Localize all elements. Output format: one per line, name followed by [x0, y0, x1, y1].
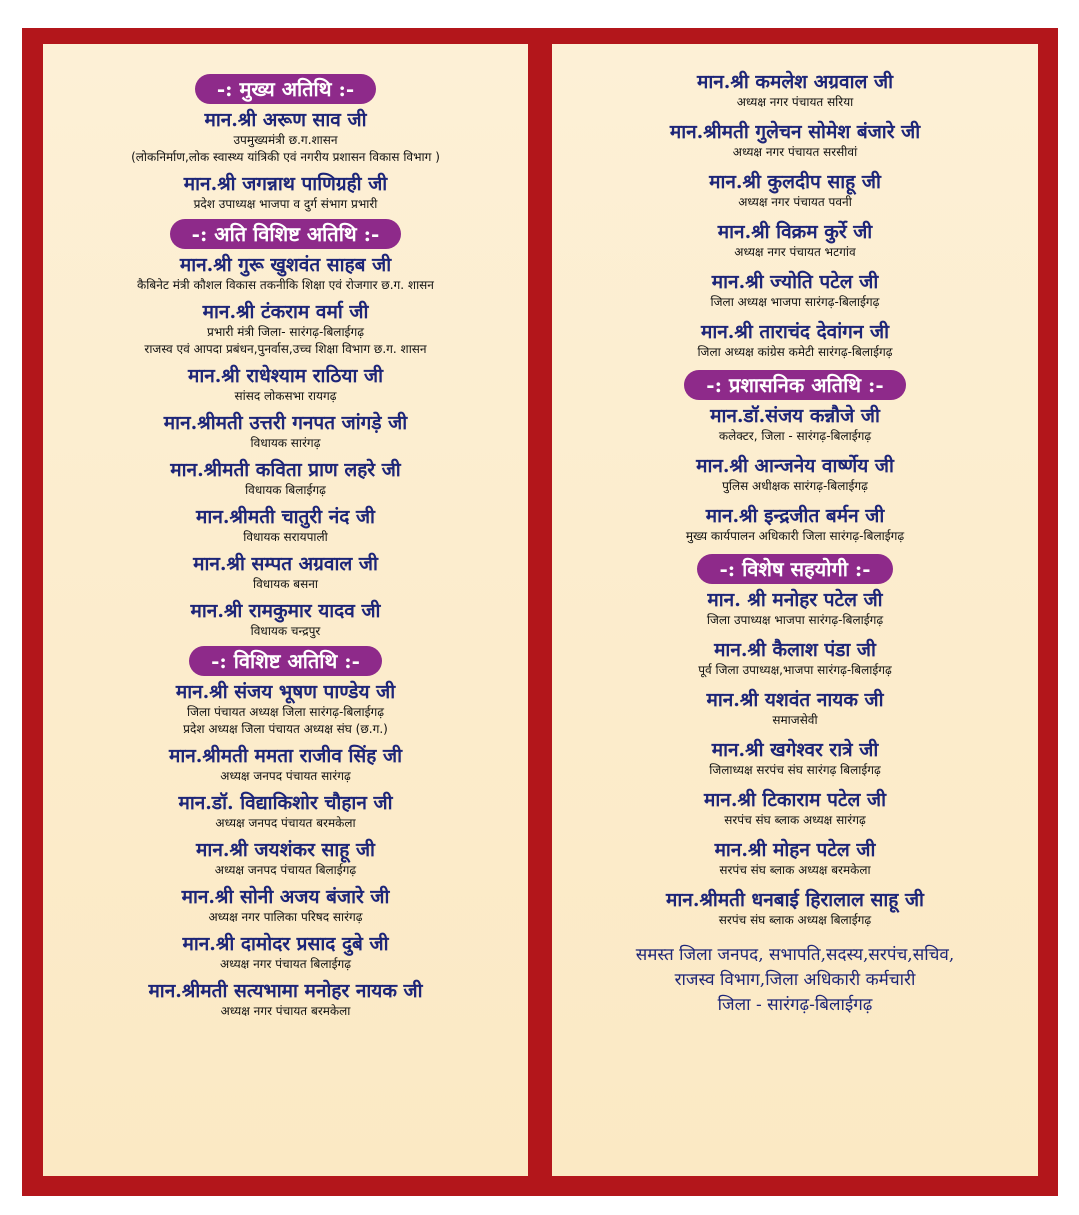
guest-name: मान.श्री कुलदीप साहू जी	[709, 171, 881, 193]
guest-designation: विधायक बसना	[253, 577, 318, 591]
guest-designation: सरपंच संघ ब्लाक अध्यक्ष बिलाईगढ़	[718, 913, 872, 927]
guest-name: मान.श्री जयशंकर साहू जी	[196, 839, 375, 861]
guest-name: मान.श्रीमती सत्यभामा मनोहर नायक जी	[148, 980, 423, 1002]
guest-designation: मुख्य कार्यपालन अधिकारी जिला सारंगढ़-बिलाईगढ़	[685, 529, 905, 543]
guest-entry	[552, 738, 1038, 779]
guest-designation: समाजसेवी	[772, 713, 818, 727]
guest-name: मान.श्री यशवंत नायक जी	[706, 689, 884, 711]
guest-entry	[43, 505, 528, 546]
guest-name: मान.श्री ज्योति पटेल जी	[711, 271, 879, 293]
guest-entry	[552, 70, 1038, 111]
footer-line: जिला - सारंगढ़-बिलाईगढ़	[717, 995, 873, 1015]
guest-name: मान.श्री सोनी अजय बंजारे जी	[181, 886, 390, 908]
guest-entry	[552, 504, 1038, 545]
guest-designation: सांसद लोकसभा रायगढ़	[234, 389, 337, 403]
guest-designation: प्रदेश उपाध्यक्ष भाजपा व दुर्ग संभाग प्रभारी	[193, 197, 378, 211]
guest-name: मान.श्री कैलाश पंडा जी	[714, 639, 876, 661]
guest-designation: जिला उपाध्यक्ष भाजपा सारंगढ़-बिलाईगढ़	[706, 613, 884, 627]
guest-entry	[43, 364, 528, 405]
guest-name: मान.श्री जगन्नाथ पाणिग्रही जी	[183, 173, 388, 195]
guest-designation: अध्यक्ष नगर पालिका परिषद सारंगढ़	[208, 910, 363, 924]
guest-entry	[552, 688, 1038, 729]
guest-name: मान.श्री विक्रम कुर्रे जी	[717, 221, 873, 243]
guest-entry	[552, 838, 1038, 879]
right-column	[552, 44, 1038, 1176]
guest-name: मान.श्री अरूण साव जी	[204, 109, 367, 131]
footer-line: समस्त जिला जनपद, सभापति,सदस्य,सरपंच,सचिव,	[635, 945, 955, 965]
left-column	[43, 44, 528, 1176]
guest-entry	[552, 454, 1038, 495]
section-heading: -: अति विशिष्ट अतिथि :-	[170, 219, 402, 249]
guest-designation: जिला पंचायत अध्यक्ष जिला सारंगढ़-बिलाईगढ़	[187, 705, 384, 719]
guest-name: मान.श्री इन्द्रजीत बर्मन जी	[705, 505, 885, 527]
guest-name: मान.श्री कमलेश अग्रवाल जी	[696, 71, 894, 93]
section-heading: -: प्रशासनिक अतिथि :-	[684, 370, 905, 400]
guest-designation: पुलिस अधीक्षक सारंगढ़-बिलाईगढ़	[722, 479, 868, 493]
guest-designation: उपमुख्यमंत्री छ.ग.शासन	[233, 133, 338, 147]
guest-entry	[43, 411, 528, 452]
guest-designation: पूर्व जिला उपाध्यक्ष,भाजपा सारंगढ़-बिलाईगढ़	[698, 663, 892, 677]
guest-entry	[552, 120, 1038, 161]
guest-entry	[552, 788, 1038, 829]
guest-name: मान.श्री गुरू खुशवंत साहब जी	[179, 254, 392, 276]
guest-designation: जिला अध्यक्ष कांग्रेस कमेटी सारंगढ़-बिलाईगढ़	[697, 345, 893, 359]
guest-designation: जिला अध्यक्ष भाजपा सारंगढ़-बिलाईगढ़	[710, 295, 880, 309]
guest-designation: विधायक बिलाईगढ़	[245, 483, 326, 497]
guest-name: मान.श्री रामकुमार यादव जी	[190, 600, 381, 622]
guest-designation: जिलाध्यक्ष सरपंच संघ सारंगढ़ बिलाईगढ़	[709, 763, 881, 777]
guest-name: मान.श्रीमती उत्तरी गनपत जांगड़े जी	[163, 412, 408, 434]
section-heading: -: विशिष्ट अतिथि :-	[189, 646, 382, 676]
guest-entry	[43, 680, 528, 738]
guest-designation: प्रभारी मंत्री जिला- सारंगढ़-बिलाईगढ़	[207, 325, 364, 339]
guest-designation: विधायक सरायपाली	[243, 530, 328, 544]
footer-note	[552, 943, 1038, 1018]
guest-designation: अध्यक्ष नगर पंचायत बिलाईगढ़	[220, 957, 351, 971]
guest-name: मान.श्री राधेश्याम राठिया जी	[187, 365, 384, 387]
guest-designation: (लोकनिर्माण,लोक स्वास्थ्य यांत्रिकी एवं नगरीय प्रशासन विकास विभाग )	[131, 150, 440, 164]
guest-designation: अध्यक्ष जनपद पंचायत बिलाईगढ़	[214, 863, 357, 877]
guest-entry	[552, 404, 1038, 445]
guest-name: मान.श्री दामोदर प्रसाद दुबे जी	[182, 933, 389, 955]
section-heading: -: विशेष सहयोगी :-	[697, 554, 892, 584]
guest-name: मान.श्री टिकाराम पटेल जी	[704, 789, 886, 811]
footer-line: राजस्व विभाग,जिला अधिकारी कर्मचारी	[674, 970, 916, 990]
guest-name: मान.श्री ताराचंद देवांगन जी	[700, 321, 890, 343]
guest-entry	[43, 599, 528, 640]
guest-name: मान.श्रीमती ममता राजीव सिंह जी	[168, 745, 402, 767]
guest-entry	[43, 458, 528, 499]
guest-name: मान.श्रीमती गुलेचन सोमेश बंजारे जी	[669, 121, 921, 143]
guest-name: मान.श्री मोहन पटेल जी	[714, 839, 876, 861]
guest-entry	[552, 220, 1038, 261]
guest-name: मान.श्री आन्जनेय वार्ष्णेय जी	[696, 455, 894, 477]
guest-entry	[43, 300, 528, 358]
guest-entry	[552, 588, 1038, 629]
guest-entry	[43, 744, 528, 785]
guest-entry	[552, 888, 1038, 929]
guest-name: मान.श्री टंकराम वर्मा जी	[202, 301, 369, 323]
guest-designation: कैबिनेट मंत्री कौशल विकास तकनीकि शिक्षा एवं रोजगार छ.ग. शासन	[137, 278, 434, 292]
guest-name: मान. श्री मनोहर पटेल जी	[707, 589, 883, 611]
guest-designation: विधायक चन्द्रपुर	[250, 624, 321, 638]
guest-entry	[552, 320, 1038, 361]
guest-designation: अध्यक्ष नगर पंचायत बरमकेला	[220, 1004, 351, 1018]
guest-designation: प्रदेश अध्यक्ष जिला पंचायत अध्यक्ष संघ (छ.ग.)	[183, 722, 388, 736]
guest-name: मान.श्री संजय भूषण पाण्डेय जी	[175, 681, 396, 703]
guest-entry	[43, 791, 528, 832]
guest-name: मान.श्रीमती चातुरी नंद जी	[196, 506, 375, 528]
guest-entry	[552, 170, 1038, 211]
guest-entry	[43, 885, 528, 926]
guest-entry	[43, 838, 528, 879]
guest-designation: अध्यक्ष जनपद पंचायत सारंगढ़	[220, 769, 351, 783]
guest-name: मान.श्रीमती धनबाई हिरालाल साहू जी	[666, 889, 924, 911]
guest-designation: अध्यक्ष नगर पंचायत भटगांव	[734, 245, 856, 259]
guest-entry	[43, 172, 528, 213]
guest-entry	[43, 108, 528, 166]
guest-name: मान.श्री सम्पत अग्रवाल जी	[193, 553, 378, 575]
guest-designation: सरपंच संघ ब्लाक अध्यक्ष बरमकेला	[719, 863, 871, 877]
guest-designation: राजस्व एवं आपदा प्रबंधन,पुनर्वास,उच्च शिक्षा विभाग छ.ग. शासन	[144, 342, 427, 356]
guest-designation: अध्यक्ष जनपद पंचायत बरमकेला	[215, 816, 356, 830]
guest-designation: अध्यक्ष नगर पंचायत पवनी	[738, 195, 852, 209]
guest-designation: अध्यक्ष नगर पंचायत सरसीवां	[732, 145, 858, 159]
guest-name: मान.श्रीमती कविता प्राण लहरे जी	[170, 459, 401, 481]
section-heading: -: मुख्य अतिथि :-	[195, 74, 376, 104]
guest-name: मान.डॉ.संजय कन्नौजे जी	[710, 405, 880, 427]
guest-entry	[43, 979, 528, 1020]
guest-entry	[43, 253, 528, 294]
guest-designation: कलेक्टर, जिला - सारंगढ़-बिलाईगढ़	[718, 429, 872, 443]
guest-entry	[552, 638, 1038, 679]
guest-name: मान.श्री खगेश्वर रात्रे जी	[711, 739, 879, 761]
guest-designation: अध्यक्ष नगर पंचायत सरिया	[736, 95, 854, 109]
guest-entry	[43, 552, 528, 593]
guest-entry	[552, 270, 1038, 311]
guest-designation: सरपंच संघ ब्लाक अध्यक्ष सारंगढ़	[724, 813, 866, 827]
guest-name: मान.डॉ. विद्याकिशोर चौहान जी	[178, 792, 393, 814]
poster-frame	[22, 28, 1058, 1196]
guest-entry	[43, 932, 528, 973]
guest-designation: विधायक सारंगढ़	[250, 436, 321, 450]
